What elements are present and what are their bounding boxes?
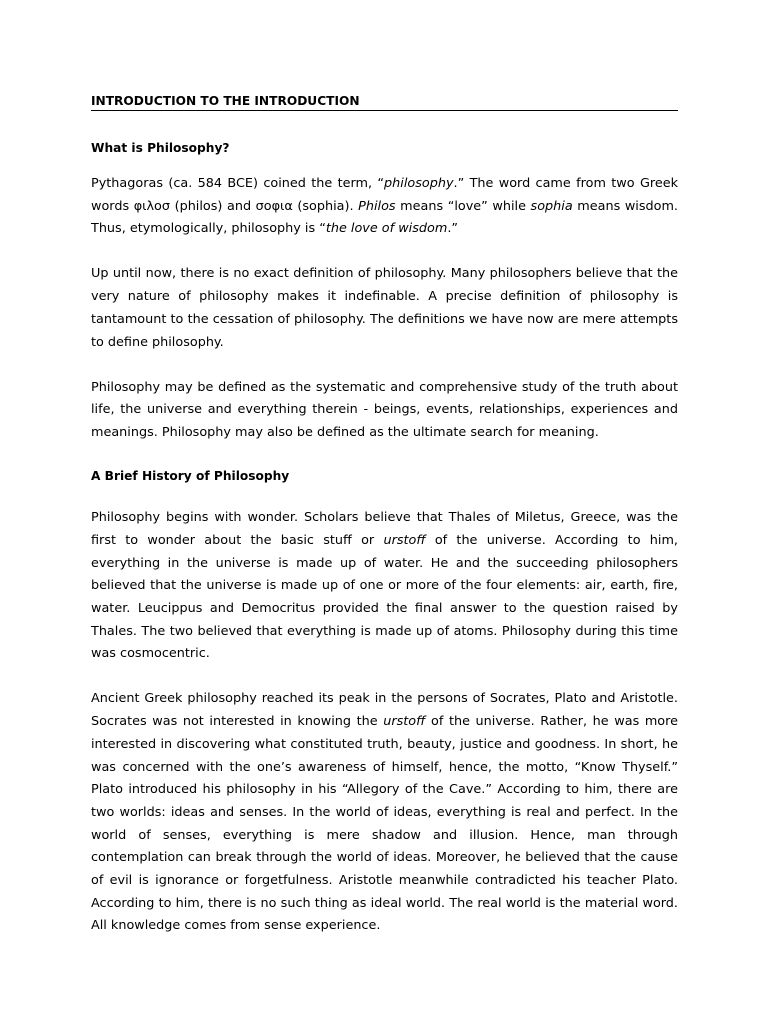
section-heading-brief-history: A Brief History of Philosophy [91,468,290,483]
paragraph-etymology [91,173,678,241]
text-run: means “love” while [395,198,531,214]
italic-run: the love of wisdom [325,221,448,237]
italic-run: philosophy [384,176,454,191]
paragraph-ancient-greek [91,688,678,938]
text-run: Philosophy begins with wonder. Scholars believe that Thales of Miletus, Greece, was the first to wonder about the basic stuff or [91,510,678,548]
paragraph-wonder [91,507,678,666]
text-run: means wisdom. Thus, etymologically, philosophy is “ [91,198,678,237]
italic-run: urstoff [383,532,426,548]
italic-run: urstoff [383,714,426,730]
italic-run: sophia [530,198,573,214]
text-run: .” [447,221,459,237]
paragraph-definition: Up until now, there is no exact definition of philosophy. Many philosophers believe that the very nature of philosophy makes it indefinable. A precise definition of philosophy is tantamount to the cessation of philosophy. The definitions we have now are mere attempts to define philosophy. [91,266,678,350]
paragraph-systematic-study: Philosophy may be defined as the systematic and comprehensive study of the truth about life, the universe and everything therein - beings, events, relationships, experiences and meanings. Philosophy may also be defined as the ultimate search for meaning. [91,379,678,440]
text-run: Ancient Greek philosophy reached its peak in the persons of Socrates, Plato and Aristotle. Socrates was not interested in knowing the [91,691,678,730]
text-run: .” The word came from two Greek words φιλοσ (philos) and σοφια (sophia). [91,176,678,214]
text-run: of the universe. Rather, he was more interested in discovering what constituted truth, beauty, justice and goodness. In short, he was concerned with the one’s awareness of himself, hence, the motto, “Know Thyself.” Plato introduced his philosophy in his “Allegory of the Cave.” According to him, there are two worlds: ideas and senses. In the world of ideas, everything is real and perfect. In the world of senses, everything is mere shadow and illusion. Hence, man through contemplation can break through the world of ideas. Moreover, he believed that the cause of evil is ignorance or forgetfulness. Aristotle meanwhile contradicted his teacher Plato. According to him, there is no such thing as ideal world. The real world is the material word. All knowledge comes from sense experience. [91,714,678,934]
italic-run: Philos [358,198,396,214]
document-page [91,92,678,938]
text-run: Pythagoras (ca. 584 BCE) coined the term, “ [91,176,385,191]
document-title: INTRODUCTION TO THE INTRODUCTION [91,92,678,111]
text-run: of the universe. According to him, everything in the universe is made up of water. He and the succeeding philosophers believed that the universe is made up of one or more of the four elements: air, earth, fire, water. Leucippus and Democritus provided the final answer to the question raised by Thales. The two believed that everything is made up of atoms. Philosophy during this time was cosmocentric. [91,532,678,662]
section-heading-what-is-philosophy: What is Philosophy? [91,141,230,155]
